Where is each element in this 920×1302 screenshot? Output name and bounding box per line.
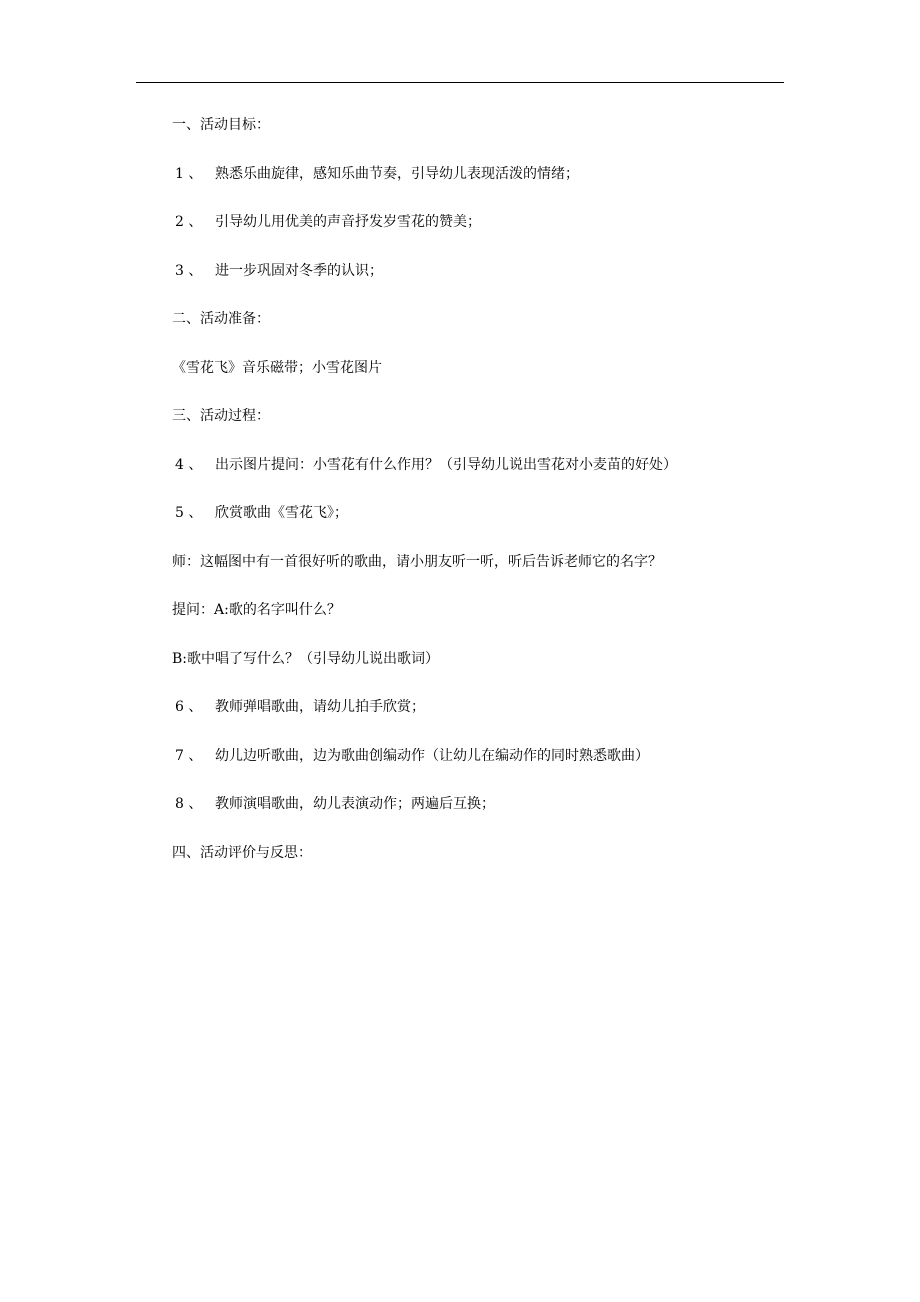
- item-text: 出示图片提问：小雪花有什么作用？（引导幼儿说出雪花对小麦苗的好处）: [215, 456, 677, 473]
- heading-text: 一、活动目标：: [172, 117, 270, 133]
- item-text: 进一步巩固对冬季的认识；: [215, 262, 383, 279]
- item-text: 欣赏歌曲《雪花飞》；: [215, 505, 348, 521]
- paragraph: [172, 550, 792, 599]
- item-text: 幼儿边听歌曲，边为歌曲创编动作（让幼儿在编动作的同时熟悉歌曲）: [215, 747, 649, 764]
- list-item: [172, 744, 792, 793]
- item-number: 1 、: [175, 165, 203, 182]
- item-number: 2 、: [175, 214, 203, 230]
- section-heading: [172, 404, 792, 453]
- item-number: 4 、: [175, 456, 203, 473]
- list-item: [172, 210, 792, 259]
- item-text: 熟悉乐曲旋律，感知乐曲节奏，引导幼儿表现活泼的情绪；: [215, 165, 579, 182]
- list-item: [172, 792, 792, 841]
- item-number: 5 、: [175, 505, 203, 521]
- list-item: [172, 695, 792, 744]
- paragraph-text: 《雪花飞》音乐磁带；小雪花图片: [172, 359, 382, 376]
- item-number: 7 、: [175, 747, 203, 764]
- item-text: 引导幼儿用优美的声音抒发岁雪花的赞美；: [215, 214, 481, 230]
- document-body: [172, 113, 792, 889]
- list-item: [172, 259, 792, 308]
- paragraph-text: 师：这幅图中有一首很好听的歌曲，请小朋友听一听，听后告诉老师它的名字？: [172, 553, 662, 570]
- section-heading: [172, 841, 792, 890]
- list-item: [172, 162, 792, 211]
- paragraph-text: 提问：A:歌的名字叫什么？: [172, 602, 341, 618]
- item-text: 教师弹唱歌曲，请幼儿拍手欣赏；: [215, 699, 425, 715]
- header-rule: [136, 82, 784, 83]
- heading-text: 二、活动准备：: [172, 311, 270, 327]
- paragraph: [172, 356, 792, 405]
- paragraph-text: B:歌中唱了写什么？（引导幼儿说出歌词）: [172, 650, 440, 667]
- section-heading: [172, 113, 792, 162]
- item-number: 6 、: [175, 699, 203, 715]
- paragraph: [172, 647, 792, 696]
- list-item: [172, 453, 792, 502]
- item-number: 8 、: [175, 796, 203, 812]
- list-item: [172, 501, 792, 550]
- paragraph: [172, 598, 792, 647]
- item-number: 3 、: [175, 262, 203, 279]
- heading-text: 四、活动评价与反思：: [172, 844, 312, 861]
- section-heading: [172, 307, 792, 356]
- item-text: 教师演唱歌曲，幼儿表演动作；两遍后互换；: [215, 796, 495, 812]
- heading-text: 三、活动过程：: [172, 408, 270, 424]
